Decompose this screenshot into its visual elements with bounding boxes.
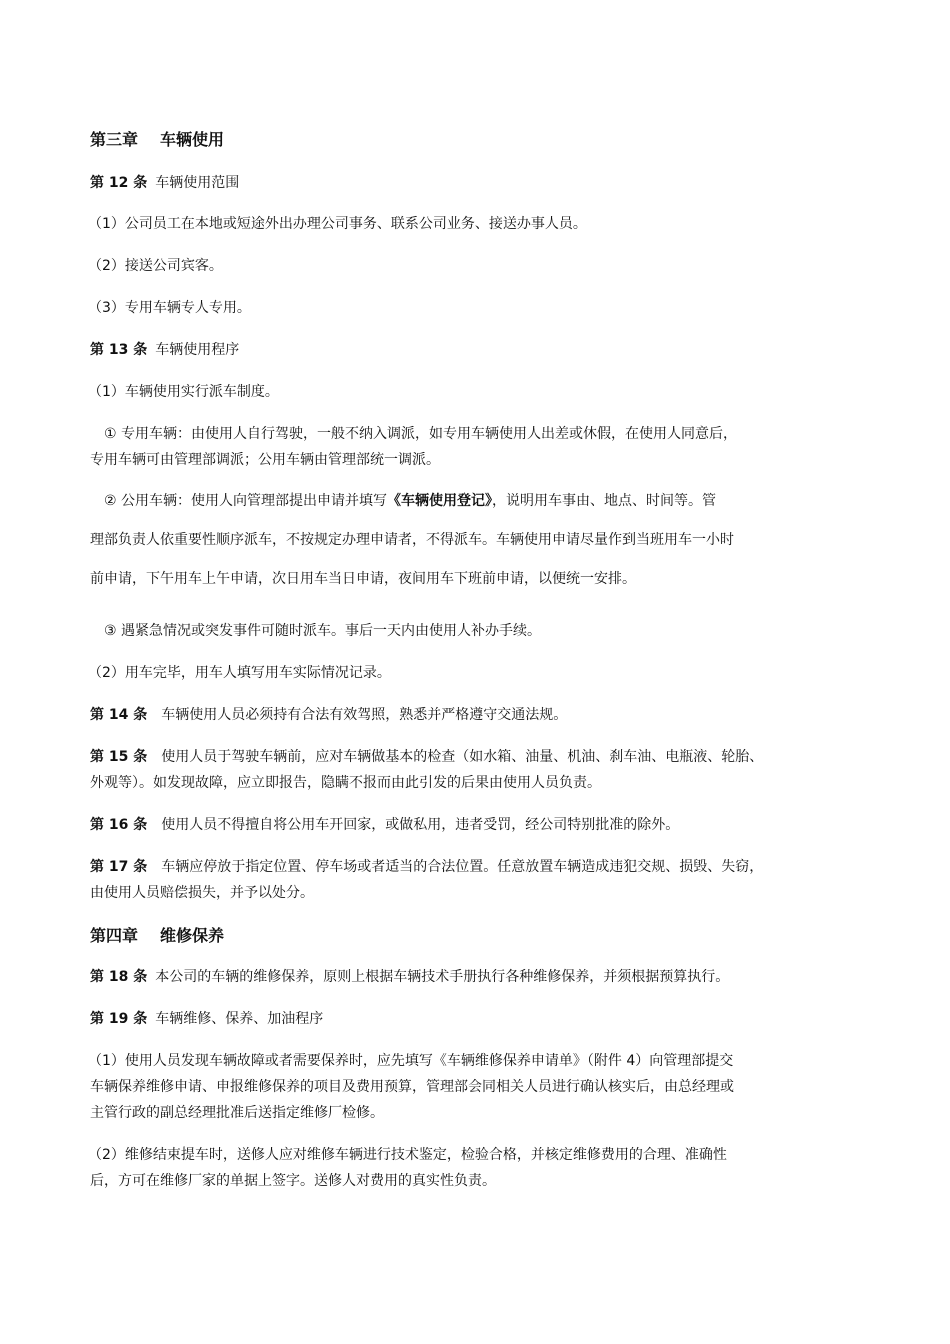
article-text-line: 外观等）。如发现故障，应立即报告，隐瞒不报而由此引发的后果由使用人员负责。 [90,775,601,791]
chapter-number: 第三章 [90,130,139,149]
article [90,815,679,835]
article-number: 第 16 条 [90,817,148,833]
article-title: 车辆维修、保养、加油程序 [155,1011,324,1027]
sub-item-text: ，说明用车事由、地点、时间等。管 [492,493,716,509]
article-text: 使用人员不得擅自将公用车开回家，或做私用，违者受罚，经公司特别批准的除外。 [161,817,680,833]
article-text: 车辆使用人员必须持有合法有效驾照，熟悉并严格遵守交通法规。 [161,707,568,723]
article-heading [90,173,239,193]
sub-item-line: ③ 遇紧急情况或突发事件可随时派车。事后一天内由使用人补办手续。 [104,623,541,639]
sub-item-line [104,491,716,511]
article [90,747,763,767]
article-number: 第 17 条 [90,859,148,875]
article-number: 第 19 条 [90,1011,148,1027]
sub-item-line: 前申请，下午用车上午申请，次日用车当日申请，夜间用车下班前申请，以便统一安排。 [90,571,636,587]
paragraph: （2）用车完毕，用车人填写用车实际情况记录。 [88,665,391,681]
chapter-title: 车辆使用 [160,130,225,149]
sub-item-text: ② 公用车辆：使用人向管理部提出申请并填写 [104,493,387,509]
paragraph-line: 主管行政的副总经理批准后送指定维修厂检修。 [90,1105,384,1121]
paragraph-line: 后，方可在维修厂家的单据上签字。送修人对费用的真实性负责。 [90,1173,496,1189]
paragraph-line: （2）维修结束提车时，送修人应对维修车辆进行技术鉴定，检验合格，并核定维修费用的合理、准确性 [88,1147,727,1163]
article-title: 车辆使用程序 [155,342,240,358]
article-title: 车辆使用范围 [155,175,240,191]
article-number: 第 18 条 [90,969,148,985]
article [90,705,567,725]
article-text: 车辆应停放于指定位置、停车场或者适当的合法位置。任意放置车辆造成违犯交规、损毁、失窃， [161,859,764,875]
sub-item-line: 专用车辆可由管理部调派；公用车辆由管理部统一调派。 [90,452,440,468]
paragraph-line: （1）使用人员发现车辆故障或者需要保养时，应先填写《车辆维修保养申请单》（附件 4）向管理部提交 [88,1053,734,1069]
list-item: （1）公司员工在本地或短途外出办理公司事务、联系公司业务、接送办事人员。 [88,216,587,232]
chapter-heading [90,129,224,151]
article-number: 第 15 条 [90,749,148,765]
sub-item-line: 理部负责人依重要性顺序派车，不按规定办理申请者，不得派车。车辆使用申请尽量作到当班用车一小时 [90,532,734,548]
article-number: 第 12 条 [90,175,148,191]
article [90,967,729,987]
article-number: 第 14 条 [90,707,148,723]
article-number: 第 13 条 [90,342,148,358]
article-text: 本公司的车辆的维修保养，原则上根据车辆技术手册执行各种维修保养，并须根据预算执行。 [155,969,730,985]
list-item: （2）接送公司宾客。 [88,258,223,274]
article-text: 使用人员于驾驶车辆前，应对车辆做基本的检查（如水箱、油量、机油、刹车油、电瓶液、轮胎、 [161,749,764,765]
paragraph-line: 车辆保养维修申请、申报维修保养的项目及费用预算，管理部会同相关人员进行确认核实后，由总经理或 [90,1079,734,1095]
list-item: （3）专用车辆专人专用。 [88,300,251,316]
chapter-title: 维修保养 [160,926,225,945]
article [90,857,763,877]
article-text-line: 由使用人员赔偿损失，并予以处分。 [90,885,314,901]
chapter-number: 第四章 [90,926,139,945]
chapter-heading [90,925,224,947]
article-heading [90,1009,323,1029]
sub-item-line: ① 专用车辆：由使用人自行驾驶，一般不纳入调派，如专用车辆使用人出差或休假，在使用人同意后， [104,426,737,442]
article-heading [90,340,239,360]
paragraph: （1）车辆使用实行派车制度。 [88,384,279,400]
form-name: 《车辆使用登记》 [387,493,492,509]
